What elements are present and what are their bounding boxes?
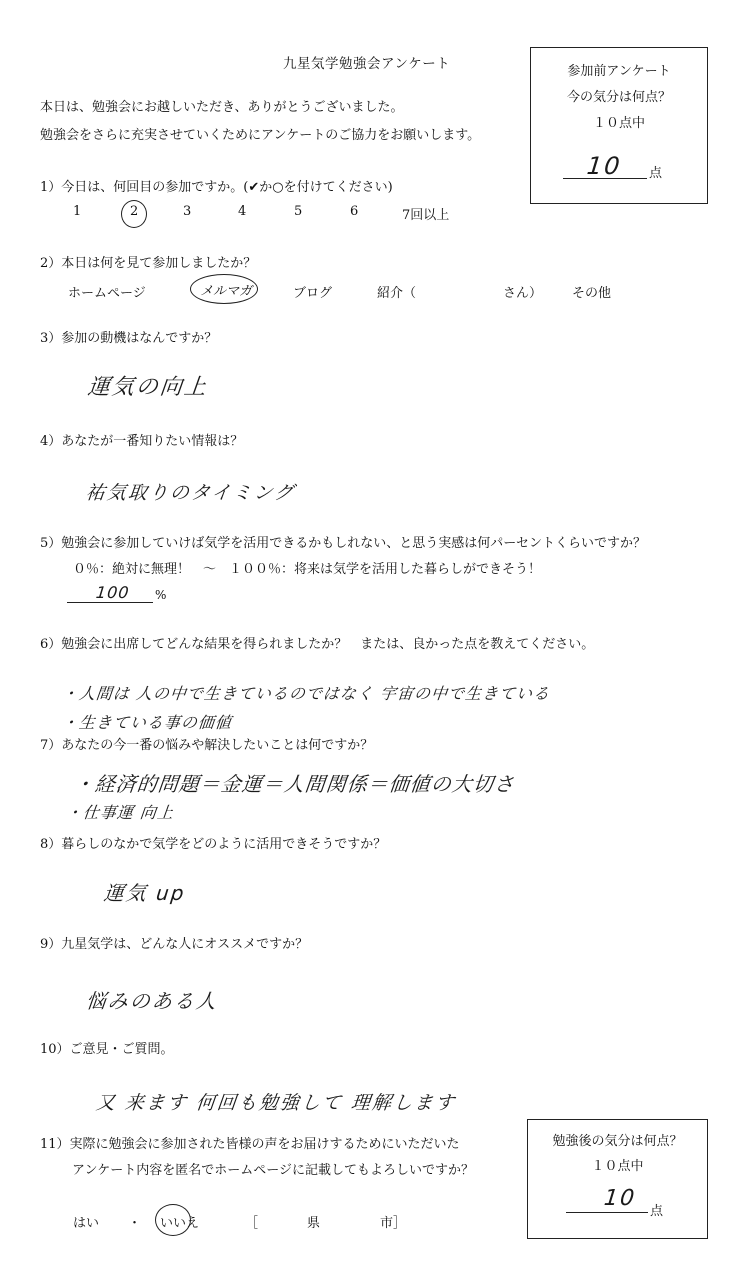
q11-question-line-2: アンケート内容を匿名でホームページに記載してもよろしいですか？ (72, 1163, 474, 1178)
q10-question: 10）ご意見・ご質問。 (40, 1042, 174, 1057)
q1-option-4[interactable]: 4 (238, 204, 247, 219)
q4-question: 4）あなたが一番知りたい情報は？ (40, 434, 244, 449)
q1-option-1[interactable]: 1 (73, 204, 82, 219)
q11-option-no[interactable]: いいえ (160, 1216, 200, 1231)
after-box-line-1: 勉強後の気分は何点？ (552, 1134, 683, 1149)
before-score-box (530, 47, 708, 204)
q3-question: 3）参加の動機はなんですか？ (40, 331, 218, 346)
survey-title: 九星気学勉強会アンケート (283, 56, 451, 72)
after-box-line-2: １０点中 (591, 1159, 644, 1174)
q1-option-6[interactable]: 6 (350, 204, 359, 219)
after-score-value: 10 (602, 1186, 638, 1211)
q2-question: 2）本日は何を見て参加しましたか？ (40, 256, 257, 271)
q5-answer: 100 (95, 583, 131, 602)
before-box-line-3: １０点中 (592, 116, 645, 131)
q9-answer: 悩みのある人 (84, 989, 220, 1013)
intro-line-2: 勉強会をさらに充実させていくためにアンケートのご協力をお願いします。 (40, 128, 481, 143)
q1-question: 1）今日は、何回目の参加ですか。(✔か○を付けてください) (40, 180, 393, 195)
q5-question: 5）勉強会に参加していけば気学を活用できるかもしれない、と思う実感は何パーセントくらいですか？ (40, 536, 647, 551)
q2-option-san: さん） (503, 286, 543, 301)
after-score-box (527, 1119, 708, 1239)
q11-selected-circle (155, 1204, 191, 1236)
q6-question: 6）勉強会に出席してどんな結果を得られましたか？ または、良かった点を教えてください。 (40, 637, 595, 652)
after-score-unit: 点 (650, 1204, 664, 1219)
q7-answer-2: ・仕事運 向上 (64, 803, 175, 822)
q2-option-intro[interactable]: 紹介（ (377, 286, 417, 301)
q2-option-blog[interactable]: ブログ (293, 286, 333, 301)
q2-option-mailmag[interactable]: メルマガ (200, 284, 253, 299)
q8-question: 8）暮らしのなかで気学をどのように活用できそうですか？ (40, 837, 387, 852)
before-score-value: 10 (585, 152, 624, 180)
q5-unit: % (155, 588, 167, 602)
q11-city: 市］ (380, 1216, 407, 1231)
before-score-unit: 点 (649, 166, 663, 181)
q11-bracket-open: ［ (245, 1216, 259, 1231)
before-box-line-1: 参加前アンケート (567, 64, 671, 79)
q11-prefecture: 県 (307, 1216, 321, 1231)
q2-option-other[interactable]: その他 (572, 286, 612, 301)
q6-answer-2: ・生きている事の価値 (60, 713, 233, 732)
q8-answer: 運気 up (102, 881, 187, 905)
intro-line-1: 本日は、勉強会にお越しいただき、ありがとうございました。 (40, 100, 404, 115)
q3-answer: 運気の向上 (86, 375, 210, 400)
q2-option-homepage[interactable]: ホームページ (68, 286, 146, 301)
q7-answer-1: ・経済的問題＝金運＝人間関係＝価値の大切さ (72, 772, 517, 796)
q1-option-3[interactable]: 3 (183, 204, 192, 219)
q1-option-5[interactable]: 5 (294, 204, 303, 219)
q1-selected-circle (121, 200, 147, 228)
q10-answer: 又 来ます 何回も勉強して 理解します (94, 1092, 458, 1114)
q6-answer-1: ・人間は 人の中で生きているのではなく 宇宙の中で生きている (60, 684, 552, 703)
q11-separator: ・ (128, 1216, 142, 1231)
q9-question: 9）九星気学は、どんな人にオススメですか？ (40, 937, 309, 952)
q2-selected-circle (190, 274, 258, 304)
before-box-line-2: 今の気分は何点？ (566, 90, 671, 105)
q11-question-line-1: 11）実際に勉強会に参加された皆様の声をお届けするためにいただいた (40, 1137, 460, 1152)
q1-option-7[interactable]: 7回以上 (402, 208, 450, 223)
q11-option-yes[interactable]: はい (73, 1216, 100, 1231)
q5-scale: ０％：絶対に無理！ ～ １００％：将来は気学を活用した暮らしができそう！ (73, 562, 542, 577)
q7-question: 7）あなたの今一番の悩みや解決したいことは何ですか？ (40, 738, 374, 753)
q4-answer: 祐気取りのタイミング (84, 482, 297, 504)
q1-option-2[interactable]: 2 (130, 204, 139, 219)
